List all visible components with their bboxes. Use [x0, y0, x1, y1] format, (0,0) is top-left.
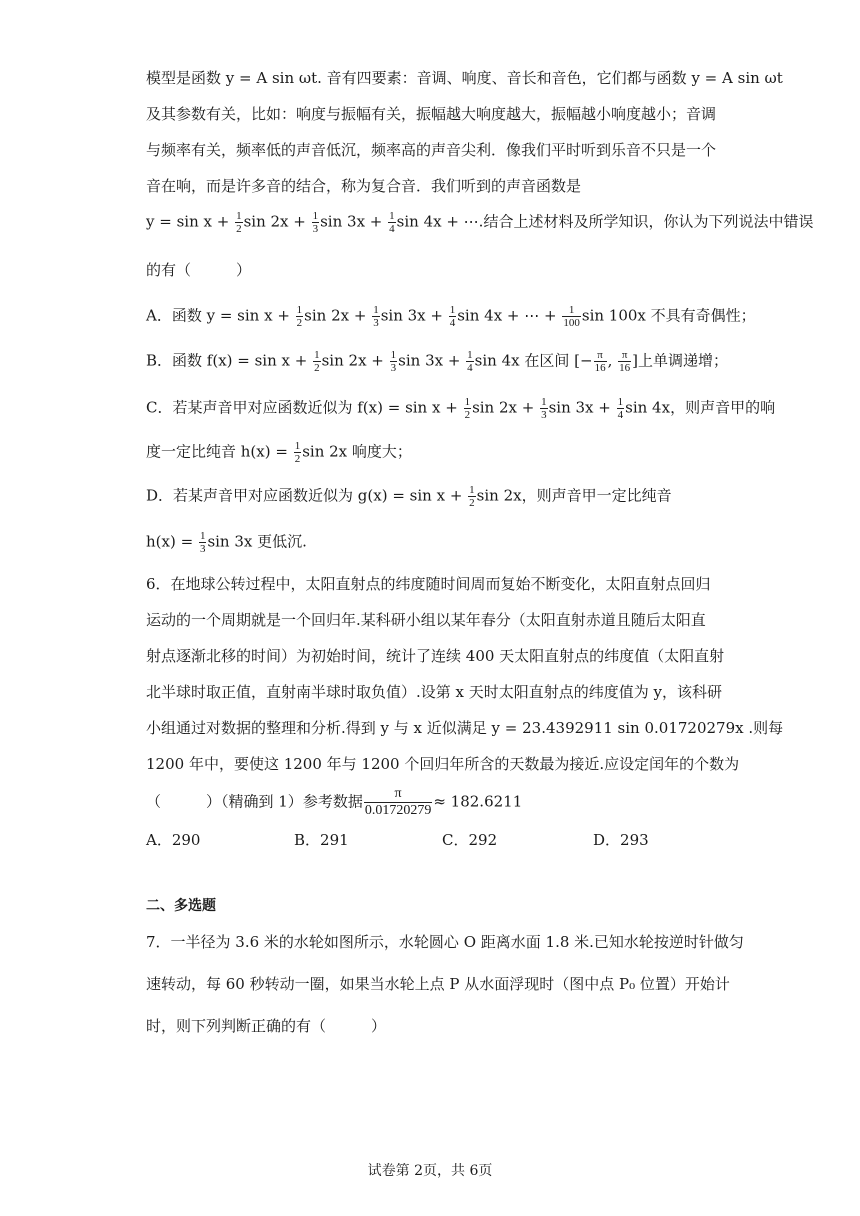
q6-option-d: D．293: [593, 831, 649, 849]
q5-option-b: B．函数 f(x) = sin x + $\frac{1}{2}$ sin 2x + $\frac{1}{3}$ sin 3x + $\frac{1}{4}$ sin 4x 在区间 [− $\frac{\pi}{16}$ , $\frac{\pi}{16}$ ]上单调递增；: [146, 349, 728, 374]
q6-option-b: B．291: [294, 831, 349, 849]
page-footer: 试卷第 2页，共 6页: [367, 1163, 493, 1179]
q5-formula-prefix: y = sin x +: [146, 212, 235, 231]
q5-line-1: 模型是函数 y = A sin ωt. 音有四要素：音调、响度、音长和音色，它们都与函数 y = A sin ωt: [146, 69, 783, 87]
section-heading: 二、多选题: [146, 898, 216, 914]
q5-sound-function: y = sin x + $\frac{1}{2}$ sin 2x + $\frac{1}{3}$ sin 3x + $\frac{1}{4}$ sin 4x + ⋯.结合上述材料及所学知识，你认为下列说法中错误: [146, 210, 814, 235]
q5-line-3: 与频率有关，频率低的声音低沉，频率高的声音尖利．像我们平时听到乐音不只是一个: [146, 141, 717, 159]
q7-line-2: 速转动，每 60 秒转动一圈，如果当水轮上点 P 从水面浮现时（图中点 P₀ 位置）开始计: [146, 975, 730, 993]
q6-line-3: 射点逐渐北移的时间）为初始时间，统计了连续 400 天太阳直射点的纬度值（太阳直射: [146, 647, 725, 665]
q5-formula-suffix: .结合上述材料及所学知识，你认为下列说法中错误: [478, 212, 814, 231]
q5-line-2: 及其参数有关，比如：响度与振幅有关，振幅越大响度越大，振幅越小响度越小；音调: [146, 105, 717, 123]
q5-line-6: 的有（ ）: [146, 261, 252, 279]
q5-option-d-line-1: D．若某声音甲对应函数近似为 g(x) = sin x + $\frac{1}{2}$ sin 2x，则声音甲一定比纯音: [146, 484, 672, 509]
q5-option-c-line-2: 度一定比纯音 h(x) = $\frac{1}{2}$ sin 2x 响度大；: [146, 440, 412, 465]
q6-line-6: 1200 年中，要使这 1200 年与 1200 个回归年所含的天数最为接近.应设定闰年的个数为: [146, 755, 740, 773]
q6-option-a: A．290: [146, 831, 201, 849]
q6-option-c: C．292: [442, 831, 498, 849]
q6-line-1: 6．在地球公转过程中，太阳直射点的纬度随时间周而复始不断变化，太阳直射点回归: [146, 575, 711, 593]
q5-line-4: 音在响，而是许多音的结合，称为复合音．我们听到的声音函数是: [146, 177, 582, 195]
q6-line-5: 小组通过对数据的整理和分析.得到 y 与 x 近似满足 y = 23.4392911 sin 0.01720279x .则每: [146, 719, 784, 737]
q5-option-d-line-2: h(x) = $\frac{1}{3}$ sin 3x 更低沉.: [146, 530, 307, 555]
q7-line-3: 时，则下列判断正确的有（ ）: [146, 1017, 387, 1035]
q5-option-c-line-1: C．若某声音甲对应函数近似为 f(x) = sin x + $\frac{1}{2}$ sin 2x + $\frac{1}{3}$ sin 3x + $\frac{1}{4}$ sin 4x，则声音甲的响: [146, 396, 776, 421]
q6-line-4: 北半球时取正值，直射南半球时取负值）.设第 x 天时太阳直射点的纬度值为 y，该科研: [146, 683, 723, 701]
q5-option-a: A．函数 y = sin x + $\frac{1}{2}$ sin 2x + $\frac{1}{3}$ sin 3x + $\frac{1}{4}$ sin 4x + ⋯ + $\frac{1}{100}$ sin 100x 不具有奇偶性；: [146, 304, 756, 329]
q7-line-1: 7．一半径为 3.6 米的水轮如图所示，水轮圆心 O 距离水面 1.8 米.已知水轮按逆时针做匀: [146, 933, 744, 951]
q6-line-7: （ ）（精确到 1）参考数据 $\frac{\pi}{0.01720279}$ ≈ 182.6211: [146, 786, 523, 818]
q6-line-2: 运动的一个周期就是一个回归年.某科研小组以某年春分（太阳直射赤道且随后太阳直: [146, 611, 706, 629]
